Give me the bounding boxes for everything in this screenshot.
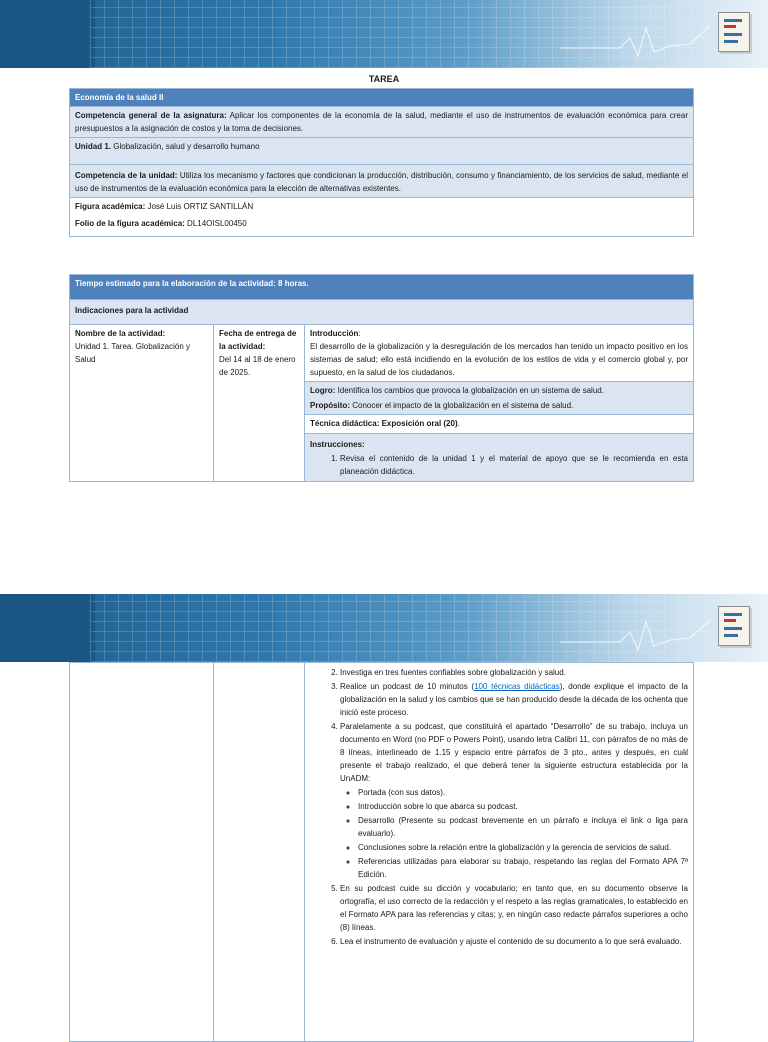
nombre-actividad: Nombre de la actividad: Unidad 1. Tarea. Globalización y Salud: [70, 325, 214, 482]
bullet-item: ◦ Referencias utilizadas para elaborar su trabajo, respetando las reglas del Formato APA 7ª Edición.: [358, 855, 688, 881]
empty-left-cell: [70, 663, 214, 1042]
course-name: Economía de la salud II: [70, 89, 694, 107]
tiempo-estimado: Tiempo estimado para la elaboración de la actividad: 8 horas.: [70, 275, 694, 300]
introduccion: Introducción: El desarrollo de la globalización y la desregulación de los mercados han tenido un impacto positivo en los sistemas de salud; ello está incidiendo en la evolución de los estilos de vida y el comercio global y, por supuesto, en la salud de los ciudadanos.: [305, 325, 694, 382]
bullet-item: ◦ Portada (con sus datos).: [358, 786, 688, 799]
page2-header-banner: [0, 594, 768, 662]
indicaciones: Indicaciones para la actividad: [70, 300, 694, 325]
instruction-step-2: 2. Investiga en tres fuentes confiables sobre globalización y salud.: [340, 666, 688, 679]
instruction-step-6: 6. Lea el instrumento de evaluación y ajuste el contenido de su documento a lo que será evaluado.: [340, 935, 688, 948]
page1-header-banner: [0, 0, 768, 68]
instruction-step-5: 5. En su podcast cuide su dicción y vocabulario; en tanto que, en su documento observe la ortografía, el uso correcto de la redacción y el respeto a las reglas gramaticales, lo establecido en el Formato APA para las referencias y citas; y, en ningún caso redacte párrafos superiores a ocho (8) líneas.: [340, 882, 688, 934]
figura-academica: Figura académica: José Luis ORTIZ SANTILLÁN Folio de la figura académica: DL14OISL00450: [70, 198, 694, 237]
ekg-line-icon: [560, 602, 720, 652]
course-info-table: [69, 88, 694, 237]
logro-proposito: Logro: Identifica los cambios que provoca la globalización en un sistema de salud. Propósito: Conocer el impacto de la globalización en el sistema de salud.: [305, 382, 694, 415]
fecha-entrega: Fecha de entrega de la actividad: Del 14 al 18 de enero de 2025.: [214, 325, 305, 482]
tecnicas-didacticas-link[interactable]: 100 técnicas didácticas: [474, 682, 560, 691]
unidad-row: Unidad 1. Globalización, salud y desarrollo humano: [70, 138, 694, 165]
document-chart-icon: [718, 606, 750, 646]
bullet-item: ◦ Conclusiones sobre la relación entre la globalización y la gerencia de servicios de salud.: [358, 841, 688, 854]
instruction-step-1: 1. Revisa el contenido de la unidad 1 y el material de apoyo que se le recomienda en esta planeación didáctica.: [340, 452, 688, 478]
instruction-step-3: 3. Realice un podcast de 10 minutos (100 técnicas didácticas), donde explique el impacto de la globalización en la salud y los cambios que se han producido desde la década de los ochenta que inició este proceso.: [340, 680, 688, 719]
document-chart-icon: [718, 12, 750, 52]
instructions-continued: [305, 663, 694, 1042]
instructions-continued-table: [69, 662, 694, 1042]
competencia-unidad: Competencia de la unidad: Utiliza los mecanismo y factores que condicionan la producción, distribución, consumo y financiamiento, de los servicios de salud, mediante el uso de instrumentos de la evaluación económica para la elección de alternativas existentes.: [70, 165, 694, 198]
bullet-item: ◦ Introducción sobre lo que abarca su podcast.: [358, 800, 688, 813]
tecnica-didactica: Técnica didáctica: Exposición oral (20).: [305, 415, 694, 434]
activity-table: [69, 274, 694, 482]
instrucciones: Instrucciones: 1. Revisa el contenido de la unidad 1 y el material de apoyo que se le recomienda en esta planeación didáctica.: [305, 434, 694, 482]
instruction-step-4: 4. Paralelamente a su podcast, que constituirá el apartado “Desarrollo” de su trabajo, incluya un documento en Word (no PDF o Powers Point), usando letra Calibri 11, con párrafos de no más de 8 líneas, interlineado de 1.15 y espacio entre párrafos de 3 pto., antes y después, en cuál presente el trabajo realizado, el que deberá tener la siguiente estructura establecida por la UnADM: ◦ Portada (con sus datos). ◦ Introducción sobre lo que abarca su podcast. ◦ Desarrollo (Presente su podcast brevemente en un párrafo e incluya el link o liga para evaluarlo). ◦ Conclusiones sobre la relación entre la globalización y la gerencia de servicios de salud. ◦ Referencias utilizadas para elaborar su trabajo, respetando las reglas del Formato APA 7ª Edición.: [340, 720, 688, 881]
empty-middle-cell: [214, 663, 305, 1042]
competencia-general: Competencia general de la asignatura: Aplicar los componentes de la economía de la salud, mediante el uso de instrumentos de evaluación económica para crear presupuestos a la asignación de costos y la toma de decisiones.: [70, 107, 694, 138]
document-title: TAREA: [368, 74, 400, 84]
bullet-item: ◦ Desarrollo (Presente su podcast brevemente en un párrafo e incluya el link o liga para evaluarlo).: [358, 814, 688, 840]
ekg-line-icon: [560, 8, 720, 58]
